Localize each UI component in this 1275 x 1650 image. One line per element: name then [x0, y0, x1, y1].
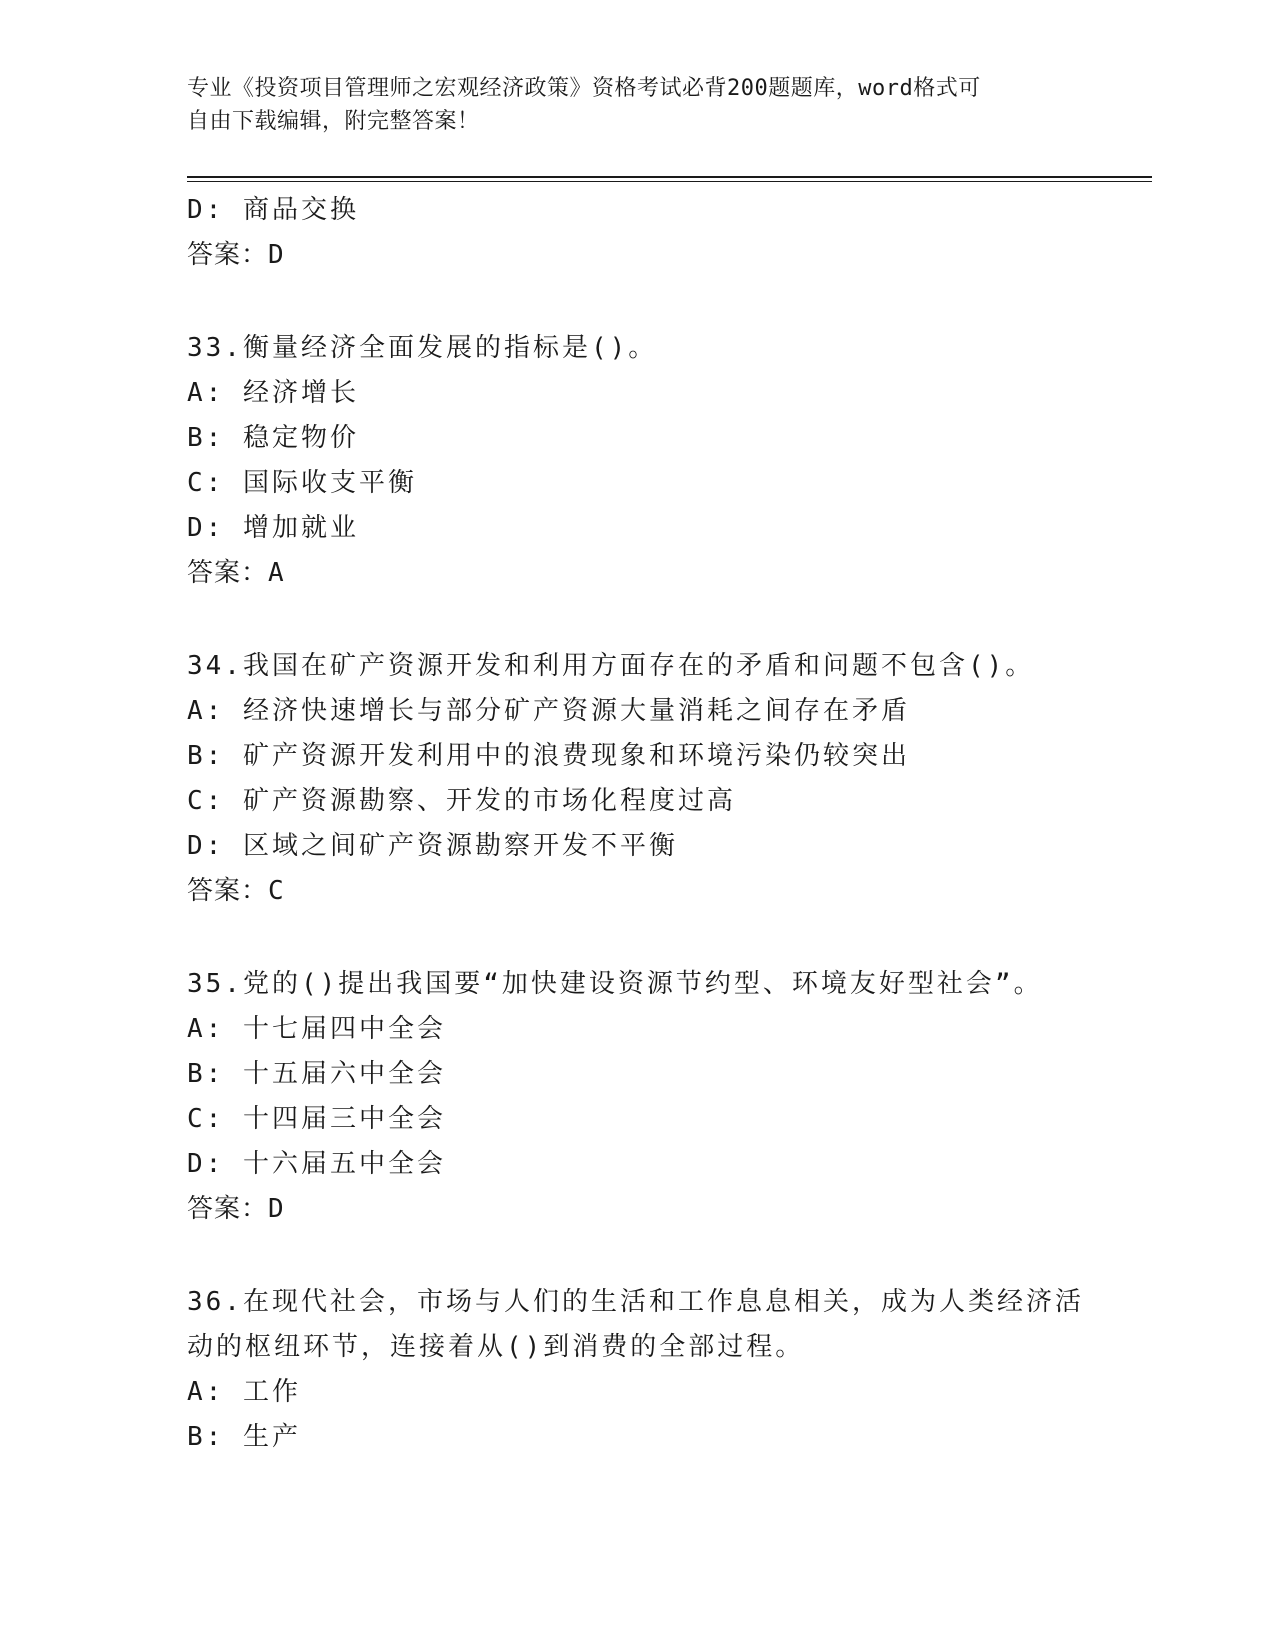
option-d: D: 增加就业: [187, 513, 359, 543]
option-c: C: 十四届三中全会: [187, 1104, 446, 1134]
option-b: B: 矿产资源开发利用中的浪费现象和环境污染仍较突出: [187, 741, 910, 771]
option-c: C: 国际收支平衡: [187, 468, 417, 498]
spacer: [187, 1232, 1152, 1280]
option-d: D: 区域之间矿产资源勘察开发不平衡: [187, 831, 678, 861]
option-b: B: 稳定物价: [187, 423, 359, 453]
answer-line: 答案：D: [187, 240, 285, 270]
question-stem: 34.我国在矿产资源开发和利用方面存在的矛盾和问题不包含()。: [187, 651, 1035, 681]
option-d: D: 十六届五中全会: [187, 1149, 446, 1179]
question-stem: 35.党的()提出我国要“加快建设资源节约型、环境友好型社会”。: [187, 969, 1043, 999]
option-d: D: 商品交换: [187, 195, 359, 225]
option-a: A: 经济增长: [187, 378, 359, 408]
spacer: [187, 278, 1152, 326]
option-c: C: 矿产资源勘察、开发的市场化程度过高: [187, 786, 736, 816]
question-block: [187, 644, 1152, 914]
option-a: A: 十七届四中全会: [187, 1014, 446, 1044]
question-stem-line-1: 36.在现代社会，市场与人们的生活和工作息息相关，成为人类经济活: [187, 1287, 1084, 1317]
question-block: [187, 1280, 1152, 1460]
header-divider: [187, 176, 1152, 182]
option-b: B: 生产: [187, 1422, 301, 1452]
question-list: [187, 188, 1152, 1460]
question-stem: 33.衡量经济全面发展的指标是()。: [187, 333, 658, 363]
option-a: A: 工作: [187, 1377, 301, 1407]
question-stem-line-2: 动的枢纽环节，连接着从()到消费的全部过程。: [187, 1332, 805, 1362]
option-b: B: 十五届六中全会: [187, 1059, 446, 1089]
header-title-line-1: 专业《投资项目管理师之宏观经济政策》资格考试必背200题题库，word格式可: [187, 76, 981, 101]
answer-line: 答案：D: [187, 1194, 285, 1224]
page-header: [187, 72, 1087, 138]
question-block: [187, 962, 1152, 1232]
spacer: [187, 914, 1152, 962]
header-title-line-2: 自由下载编辑，附完整答案！: [187, 109, 480, 134]
spacer: [187, 596, 1152, 644]
question-block: [187, 326, 1152, 596]
option-a: A: 经济快速增长与部分矿产资源大量消耗之间存在矛盾: [187, 696, 910, 726]
answer-line: 答案：C: [187, 876, 285, 906]
answer-line: 答案：A: [187, 558, 285, 588]
